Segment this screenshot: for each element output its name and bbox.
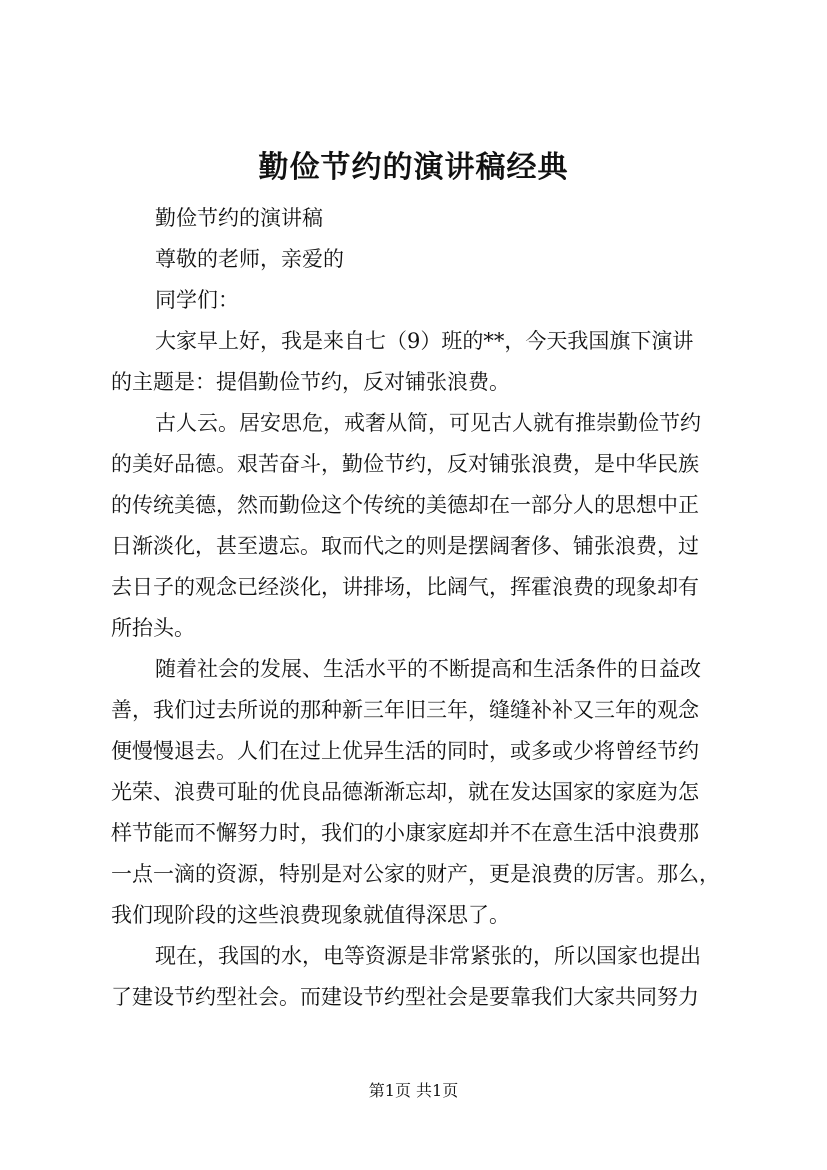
text-line: 便慢慢退去。人们在过上优异生活的同时，或多或少将曾经节约 <box>111 739 699 763</box>
text-line: 随着社会的发展、生活水平的不断提高和生活条件的日益改 <box>155 657 701 681</box>
text-line: 同学们： <box>155 288 239 312</box>
page-footer: 第1页 共1页 <box>368 1081 459 1100</box>
document-title: 勤俭节约的演讲稿经典 <box>258 150 569 185</box>
text-line: 的美好品德。艰苦奋斗，勤俭节约，反对铺张浪费，是中华民族 <box>111 452 699 476</box>
text-line: 光荣、浪费可耻的优良品德渐渐忘却，就在发达国家的家庭为怎 <box>111 780 699 804</box>
text-line: 所抬头。 <box>111 616 195 640</box>
text-line: 去日子的观念已经淡化，讲排场，比阔气，挥霍浪费的现象却有 <box>111 575 699 599</box>
text-line: 一点一滴的资源，特别是对公家的财产，更是浪费的厉害。那么， <box>111 862 720 886</box>
text-line: 善，我们过去所说的那种新三年旧三年，缝缝补补又三年的观念 <box>111 698 699 722</box>
text-line: 尊敬的老师，亲爱的 <box>155 247 344 271</box>
text-line: 的主题是：提倡勤俭节约，反对铺张浪费。 <box>111 370 510 394</box>
text-line: 勤俭节约的演讲稿 <box>155 206 323 230</box>
text-line: 的传统美德，然而勤俭这个传统的美德却在一部分人的思想中正 <box>111 493 699 517</box>
text-line: 古人云。居安思危，戒奢从简，可见古人就有推崇勤俭节约 <box>155 411 701 435</box>
text-line: 日渐淡化，甚至遗忘。取而代之的则是摆阔奢侈、铺张浪费，过 <box>111 534 699 558</box>
text-line: 我们现阶段的这些浪费现象就值得深思了。 <box>111 903 510 927</box>
text-line: 了建设节约型社会。而建设节约型社会是要靠我们大家共同努力 <box>111 985 699 1009</box>
document-body <box>111 198 723 1018</box>
text-line: 大家早上好，我是来自七（9）班的**，今天我国旗下演讲 <box>155 329 694 353</box>
text-line: 现在，我国的水，电等资源是非常紧张的，所以国家也提出 <box>155 944 701 968</box>
text-line: 样节能而不懈努力时，我们的小康家庭却并不在意生活中浪费那 <box>111 821 699 845</box>
